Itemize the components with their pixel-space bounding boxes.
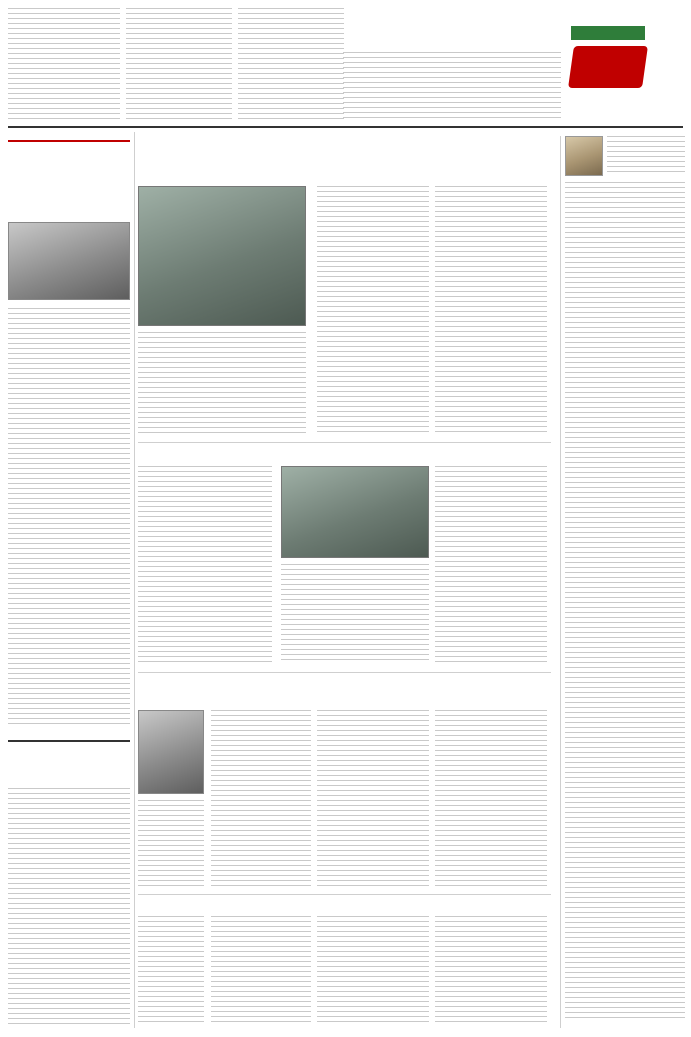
story-four	[8, 740, 130, 1030]
main-story	[138, 140, 551, 438]
story-two-photo	[281, 466, 429, 558]
masthead-column	[567, 8, 685, 118]
top-body-col-4	[8, 8, 120, 120]
side-story-photo	[8, 222, 130, 300]
story-three	[138, 676, 551, 890]
story-two-body-1	[435, 466, 547, 662]
story-five	[138, 898, 551, 1030]
side-story-kicker	[8, 132, 130, 142]
story-three-body-2	[317, 710, 429, 886]
top-story-body	[343, 52, 561, 120]
section-badge	[571, 26, 645, 40]
story-two-divider	[138, 672, 551, 673]
right-column-text-2	[565, 182, 685, 1020]
story-two-body-2	[281, 564, 429, 662]
top-divider	[8, 126, 683, 128]
story-three-photo	[138, 710, 204, 794]
story-three-body-1	[435, 710, 547, 886]
story-five-body-2	[317, 916, 429, 1026]
main-story-body-2	[317, 186, 429, 434]
right-column-rule	[560, 136, 561, 1028]
story-three-body-3	[211, 710, 311, 886]
main-divider	[138, 442, 551, 443]
right-news-column	[565, 136, 685, 1028]
story-four-rule	[8, 740, 130, 742]
right-column-photo	[565, 136, 603, 176]
side-story-body	[8, 308, 130, 728]
top-story	[343, 8, 561, 123]
top-body-col-2	[238, 8, 344, 120]
story-three-body-4	[138, 800, 204, 886]
story-five-body-4	[138, 916, 204, 1026]
story-three-divider	[138, 894, 551, 895]
main-story-photo	[138, 186, 306, 326]
side-story	[8, 132, 130, 732]
newspaper-logo	[569, 46, 647, 106]
story-five-body-3	[211, 916, 311, 1026]
main-story-body-1	[435, 186, 547, 434]
story-four-body	[8, 788, 130, 1026]
story-five-body-1	[435, 916, 547, 1026]
story-two	[138, 446, 551, 666]
logo-mark-icon	[568, 46, 648, 88]
right-column-text-1	[607, 136, 685, 176]
side-story-rule	[134, 132, 135, 1028]
top-body-col-3	[126, 8, 232, 120]
main-story-body-3	[138, 332, 306, 434]
story-two-body-3	[138, 466, 272, 662]
